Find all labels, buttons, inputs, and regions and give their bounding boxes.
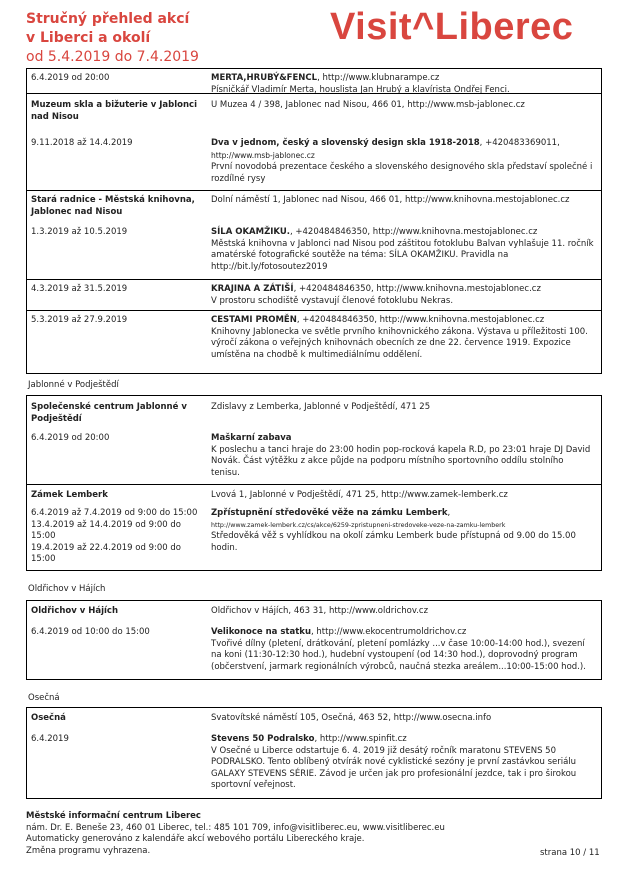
page-number: strana 10 / 11 xyxy=(540,848,600,858)
table-row xyxy=(27,396,601,484)
venue-address: Lvová 1, Jablonné v Podještědí, 471 25, http://www.zamek-lemberk.cz xyxy=(211,490,508,500)
event-url[interactable]: , +420484846350, http://www.knihovna.mestojablonec.cz xyxy=(296,315,545,325)
document-title xyxy=(26,10,199,67)
event-details: Dva v jednom, český a slovenský design skla 1918-2018, +420483369011, http://www.msb-jablonec.cz První novodobá prezentace českého a slovenského designového skla představí společné i rozdílné rysy xyxy=(211,138,593,184)
venue-name: Společenské centrum Jablonné v Podještědí xyxy=(31,402,187,424)
event-url[interactable]: , +420484846350, http://www.knihovna.mestojablonec.cz xyxy=(293,284,541,294)
event-url[interactable]: http://www.zamek-lemberk.cz/cs/akce/6259-zpristupneni-stredoveke-veze-na-zamku-lemberk xyxy=(211,521,506,529)
event-date: 5.3.2019 až 27.9.2019 xyxy=(31,315,128,325)
event-dates: 6.4.2019 až 7.4.2019 od 9:00 do 15:00 13.4.2019 až 14.4.2019 od 9:00 do 15:00 19.4.2019 až 22.4.2019 od 9:00 do 15:00 xyxy=(31,508,198,564)
footer-address: nám. Dr. E. Beneše 23, 460 01 Liberec, tel.: 485 101 709, info@visitliberec.eu, www.visitliberec.eu xyxy=(26,822,445,833)
section-label: Jablonné v Podještědí xyxy=(28,380,119,390)
event-details: CESTAMI PROMĚN, +420484846350, http://www.knihovna.mestojablonec.cz Knihovny Jablonecka ve světle prvního knihovnického zákona. Výstava u příležitosti 100. výročí zákona o veřejných knihovnách obecních ze dne 22. července 1919. Expozice umístěna na chodbě k multimediálnímu oddělení. xyxy=(211,315,588,360)
venue-name: Zámek Lemberk xyxy=(31,490,108,500)
event-url[interactable]: , http://www.klubnarampe.cz xyxy=(317,73,440,83)
footer xyxy=(26,811,445,857)
events-table-osecna xyxy=(26,707,602,799)
section-label: Oldřichov v Hájích xyxy=(28,584,106,594)
table-row xyxy=(27,310,601,375)
events-table-jablonec xyxy=(26,68,602,374)
event-title: Zpřístupnění středověké věže na zámku Lemberk xyxy=(211,508,448,518)
event-title: KRAJINA A ZÁTIŠÍ xyxy=(211,284,294,294)
event-url[interactable]: http://www.msb-jablonec.cz xyxy=(211,150,315,160)
event-date: 1.3.2019 až 10.5.2019 xyxy=(31,227,128,237)
events-table-podjestedi xyxy=(26,395,602,571)
event-details: Zpřístupnění středověké věže na zámku Lemberk, http://www.zamek-lemberk.cz/cs/akce/6259-zpristupneni-stredoveke-veze-na-zamku-lemberk Středověká věž s vyhlídkou na okolí zámku Lemberk bude přístupná od 9.00 do 15.00 hodin. xyxy=(211,508,576,553)
venue-name: Muzeum skla a bižuterie v Jablonci nad Nisou xyxy=(31,100,197,122)
event-url[interactable]: , http://www.ekocentrumoldrichov.cz xyxy=(311,627,467,637)
event-title: Dva v jednom, český a slovenský design skla 1918-2018 xyxy=(211,138,480,148)
event-details: Maškarní zabava K poslechu a tanci hraje do 23:00 hodin pop-rocková kapela R.D, po 23:01 hraje DJ David Novák. Část výtěžku z akce půjde na podporu místního sportovního oddílu stolního tenisu. xyxy=(211,433,591,478)
venue-name: Osečná xyxy=(31,713,66,723)
event-details: Stevens 50 Podralsko, http://www.spinfit.cz V Osečné u Liberce odstartuje 6. 4. 2019 již desátý ročník maratonu STEVENS 50 PODRALSKO. Tento oblíbený otvírák nové cyklistické sezóny je první zastávkou seriálu GALAXY STEVENS SÉRIE. Závod je určen jak pro profesionální jezdce, tak i pro širokou sportovní veřejnost. xyxy=(211,734,577,790)
table-row xyxy=(27,279,601,310)
event-title: Stevens 50 Podralsko xyxy=(211,734,315,744)
event-date: 6.4.2019 od 20:00 xyxy=(31,73,110,83)
event-url[interactable]: , +420484846350, http://www.knihovna.mestojablonec.cz xyxy=(289,227,538,237)
date-range: od 5.4.2019 do 7.4.2019 xyxy=(26,49,199,65)
event-details: Velikonoce na statku, http://www.ekocentrumoldrichov.cz Tvořivé dílny (pletení, drátkování, pletení pomlázky ...v čase 10:00-14:00 hod.), svezení na koni (11:30-12:30 hod.), hudební vystoupení (od 14:30 hod.), doprovodný program (občerstvení, jarmark regionálních výrobců, naučná stezka areálem...10:00-15:00 hod.). xyxy=(211,627,586,672)
event-date: 6.4.2019 od 20:00 xyxy=(31,433,110,443)
venue-address: Oldřichov v Hájích, 463 31, http://www.oldrichov.cz xyxy=(211,606,429,616)
title-line-1: Stručný přehled akcí xyxy=(26,11,190,27)
event-url[interactable]: , http://www.spinfit.cz xyxy=(314,734,407,744)
venue-address: Zdislavy z Lemberka, Jablonné v Podještědí, 471 25 xyxy=(211,402,431,412)
event-details: SÍLA OKAMŽIKU., +420484846350, http://www.knihovna.mestojablonec.cz Městská knihovna v Jablonci nad Nisou pod záštitou fotoklubu Balvan vyhlašuje 11. ročník amatérské fotografické soutěže na téma: SÍLA OKAMŽIKU. Pravidla na http://bit.ly/fotosoutez2019 xyxy=(211,227,594,272)
event-date: 6.4.2019 xyxy=(31,734,69,744)
table-row xyxy=(27,93,601,190)
visit-liberec-logo: Visit^Liberec xyxy=(330,6,574,48)
footer-org: Městské informační centrum Liberec xyxy=(26,811,201,821)
footer-note: Automaticky generováno z kalendáře akcí webového portálu Libereckého kraje. xyxy=(26,834,365,844)
title-line-2: v Liberci a okolí xyxy=(26,30,151,46)
venue-name: Oldřichov v Hájích xyxy=(31,606,119,616)
footer-note: Změna programu vyhrazena. xyxy=(26,845,151,856)
table-row xyxy=(27,484,601,571)
venue-address: Dolní náměstí 1, Jablonec nad Nisou, 466 01, http://www.knihovna.mestojablonec.cz xyxy=(211,195,570,205)
venue-name: Stará radnice - Městská knihovna, Jablonec nad Nisou xyxy=(31,195,195,217)
event-description: Písničkář Vladimír Merta, houslista Jan Hrubý a klavírista Ondřej Fenci. xyxy=(211,84,510,95)
event-date: 4.3.2019 až 31.5.2019 xyxy=(31,284,128,294)
venue-address: Svatovítské náměstí 105, Osečná, 463 52, http://www.osecna.info xyxy=(211,713,492,723)
event-details: KRAJINA A ZÁTIŠÍ, +420484846350, http://www.knihovna.mestojablonec.cz V prostoru schodiště vystavují členové fotoklubu Nekras. xyxy=(211,284,541,306)
events-table-oldrichov xyxy=(26,600,602,680)
event-title: Velikonoce na statku xyxy=(211,627,311,637)
event-title: MERTA,HRUBÝ&FENCL xyxy=(211,73,318,83)
event-date: 9.11.2018 až 14.4.2019 xyxy=(31,138,133,148)
venue-address: U Muzea 4 / 398, Jablonec nad Nisou, 466 01, http://www.msb-jablonec.cz xyxy=(211,100,525,110)
table-row xyxy=(27,601,601,679)
event-title: SÍLA OKAMŽIKU. xyxy=(211,227,290,237)
event-date: 6.4.2019 od 10:00 do 15:00 xyxy=(31,627,150,637)
section-label: Osečná xyxy=(28,693,60,703)
table-row xyxy=(27,190,601,279)
table-row xyxy=(27,708,601,798)
table-row xyxy=(27,69,601,93)
event-title: CESTAMI PROMĚN xyxy=(211,315,297,325)
event-title: Maškarní zabava xyxy=(211,433,292,443)
